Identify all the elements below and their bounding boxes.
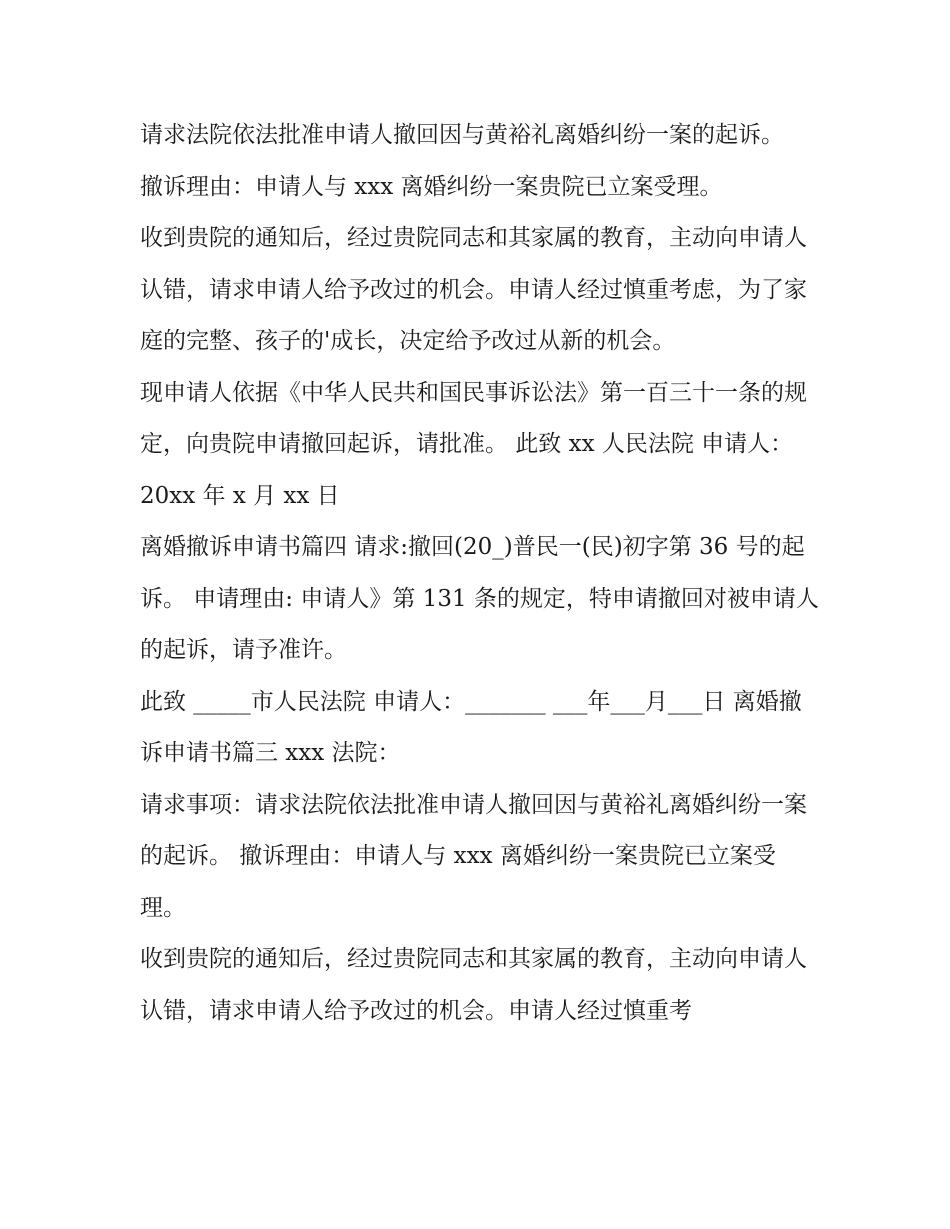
paragraph-notice-received: 收到贵院的通知后，经过贵院同志和其家属的教育，主动向申请人认错，请求申请人给予改过的机会。申请人经过慎重考虑，为了家庭的完整、孩子的'成长，决定给予改过从新的机会。	[140, 225, 807, 354]
paragraph-legal-basis: 现申请人依据《中华人民共和国民事诉讼法》第一百三十一条的规定，向贵院申请撤回起诉，请批准。 此致 xx 人民法院 申请人： 20xx 年 x 月 xx 日	[140, 379, 807, 509]
paragraph-request-items: 请求事项：请求法院依法批准申请人撤回因与黄裕礼离婚纠纷一案的起诉。 撤诉理由：申请人与 xxx 离婚纠纷一案贵院已立案受理。	[140, 791, 807, 921]
paragraph-notice-received-repeat: 收到贵院的通知后，经过贵院同志和其家属的教育，主动向申请人认错，请求申请人给予改过的机会。申请人经过慎重考	[140, 946, 807, 1024]
paragraph-closing-sample-three: 此致 _____市人民法院 申请人：_______ ___年___月___日 离婚撤诉申请书篇三 xxx 法院：	[140, 688, 802, 766]
document-body	[140, 110, 820, 1037]
paragraph-sample-four: 离婚撤诉申请书篇四 请求:撤回(20_)普民一(民)初字第 36 号的起诉。 申请理由: 申请人》第 131 条的规定，特申请撤回对被申请人的起诉，请予准许。	[140, 534, 819, 663]
paragraph-withdraw-reason: 撤诉理由：申请人与 xxx 离婚纠纷一案贵院已立案受理。	[140, 173, 723, 200]
paragraph-withdraw-request: 请求法院依法批准申请人撤回因与黄裕礼离婚纠纷一案的起诉。	[140, 122, 784, 148]
